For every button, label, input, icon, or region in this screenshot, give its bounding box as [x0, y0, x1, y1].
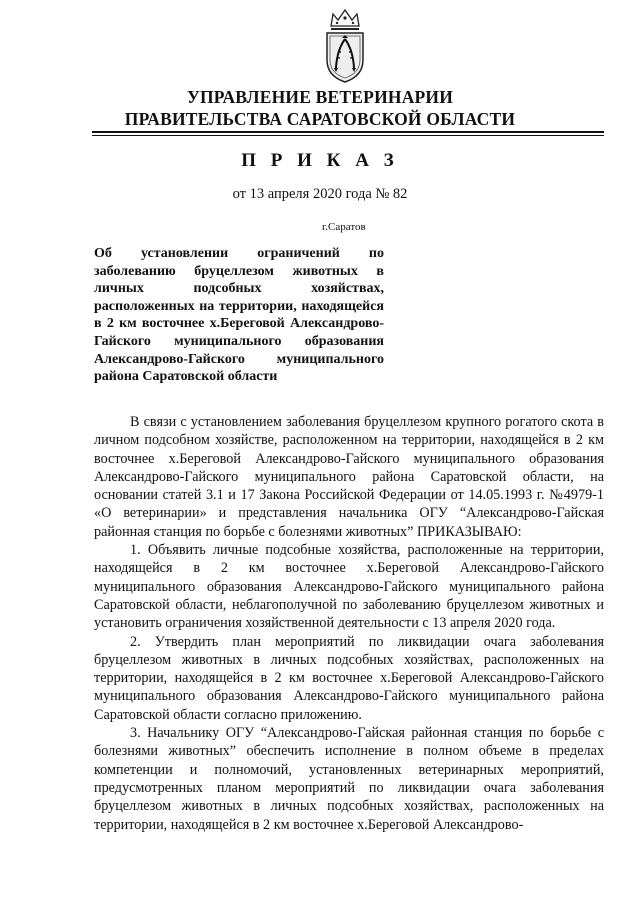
document-subject: Об установлении ограничений по заболеванию бруцеллезом животных в личных подсобных хозяйствах, расположенных на территории, находящейся в 2 км восточнее х.Береговой Александрово-Гайского муниципального образования Александрово-Гайского муниципального района Саратовской области: [94, 246, 384, 385]
organization-name-line1: УПРАВЛЕНИЕ ВЕТЕРИНАРИИ: [186, 87, 454, 107]
header-divider-thin: [92, 135, 604, 136]
header-divider-thick: [92, 131, 604, 133]
body-paragraph-item-3: 3. Начальнику ОГУ “Александрово-Гайская районная станция по борьбе с болезнями животных” обеспечить исполнение в полном объеме в пределах компетенции и полномочий, установленных ветеринарных мероприятий, предусмотренных планом мероприятий по ликвидации очага заболевания бруцеллезом животных в личных подсобных хозяйствах, расположенных на территории, находящейся в 2 км восточнее х.Береговой Александрово-: [94, 725, 604, 833]
document-body: [94, 413, 604, 834]
document-title: П Р И К А З: [241, 150, 399, 171]
document-city: г.Саратов: [322, 221, 366, 233]
document-date-number: от 13 апреля 2020 года № 82: [232, 186, 408, 202]
saratov-coat-of-arms-icon: [323, 8, 367, 84]
body-paragraph-item-1: 1. Объявить личные подсобные хозяйства, расположенные на территории, находящейся в 2 км восточнее х.Береговой Александрово-Гайского муниципального образования Александрово-Гайского муниципального района Саратовской области, неблагополучной по заболеванию бруцеллезом животных и установить ограничения хозяйственной деятельности с 13 апреля 2020 года.: [94, 542, 604, 632]
body-paragraph-preamble: В связи с установлением заболевания бруцеллезом крупного рогатого скота в личном подсобном хозяйстве, расположенном на территории, находящейся в 2 км восточнее х.Береговой Александрово-Гайского муниципального образования Александрово-Гайского муниципального района Саратовской области, на основании статей 3.1 и 17 Закона Российской Федерации от 14.05.1993 г. №4979-1 «О ветеринарии» и представления начальника ОГУ “Александрово-Гайская районная станция по борьбе с болезнями животных” ПРИКАЗЫВАЮ:: [94, 414, 604, 540]
body-paragraph-item-2: 2. Утвердить план мероприятий по ликвидации очага заболевания бруцеллезом животных в личных подсобных хозяйствах, расположенных на территории, находящейся в 2 км восточнее х.Береговой Александрово-Гайского муниципального образования Александрово-Гайского муниципального района Саратовской области согласно приложению.: [94, 633, 604, 723]
organization-name-line2: ПРАВИТЕЛЬСТВА САРАТОВСКОЙ ОБЛАСТИ: [124, 109, 516, 129]
